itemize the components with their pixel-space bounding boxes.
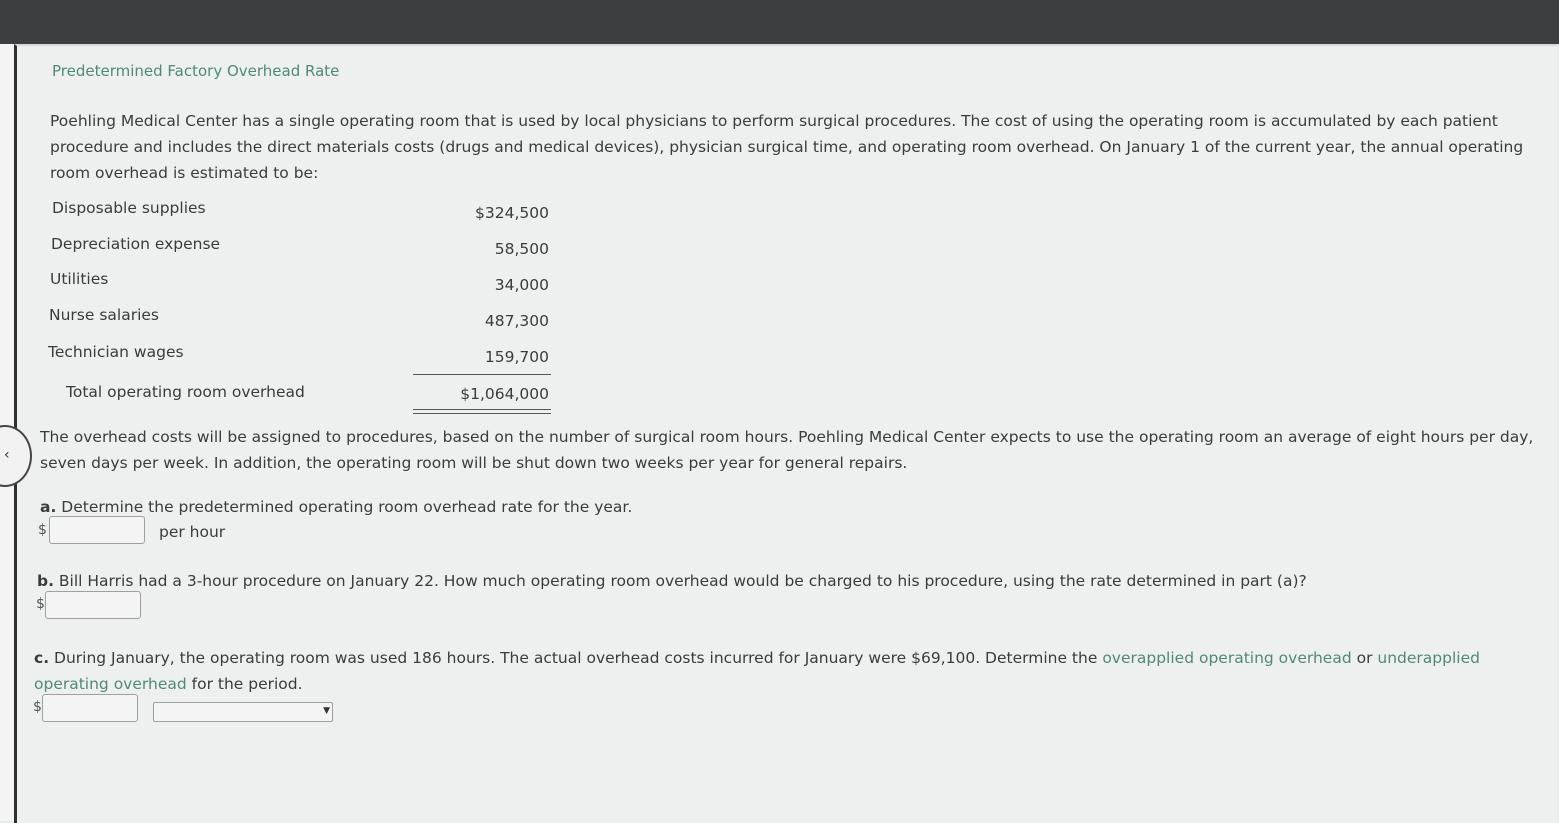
overapplied-link[interactable]: overapplied operating overhead bbox=[1102, 649, 1352, 667]
question-a-text: Determine the predetermined operating room overhead rate for the year. bbox=[61, 498, 633, 516]
item-label: Depreciation expense bbox=[51, 235, 221, 253]
subtotal-rule bbox=[413, 374, 551, 375]
assignment-paragraph: The overhead costs will be assigned to procedures, based on the number of surgical room hours. Poehling Medical Center expects to use the operating room an average of eight hours per day, seven days per week. In addition, the operating room will be shut down two weeks per year for general repairs. bbox=[40, 428, 1534, 472]
item-value: 58,500 bbox=[494, 240, 549, 258]
question-c-letter: c. bbox=[34, 649, 50, 667]
underapplied-link[interactable]: underapplied operating overhead bbox=[34, 649, 1480, 693]
rate-unit-label: per hour bbox=[159, 523, 226, 541]
question-c-text-2: for the period. bbox=[191, 675, 303, 693]
problem-title: Predetermined Factory Overhead Rate bbox=[52, 62, 340, 80]
currency-symbol: $ bbox=[38, 522, 47, 538]
question-c bbox=[34, 645, 1494, 697]
currency-symbol: $ bbox=[33, 699, 42, 715]
currency-symbol: $ bbox=[36, 596, 45, 612]
item-label: Utilities bbox=[50, 270, 109, 288]
question-c-text-1: During January, the operating room was used 186 hours. The actual overhead costs incurred for January were $69,100. Determine the bbox=[54, 649, 1098, 667]
question-b-text: Bill Harris had a 3-hour procedure on January 22. How much operating room overhead would be charged to his procedure, using the rate determined in part (a)? bbox=[58, 572, 1307, 590]
item-label: Disposable supplies bbox=[52, 199, 206, 217]
item-value: $324,500 bbox=[475, 204, 549, 222]
variance-answer-input[interactable] bbox=[42, 694, 138, 722]
question-b-letter: b. bbox=[37, 572, 54, 590]
intro-paragraph: Poehling Medical Center has a single operating room that is used by local physicians to perform surgical procedures. The cost of using the operating room is accumulated by each patient procedure and includes the direct materials costs (drugs and medical devices), physician surgical time, and operating room overhead. On January 1 of the current year, the annual operating room overhead is estimated to be: bbox=[50, 112, 1524, 182]
item-label: Technician wages bbox=[48, 343, 184, 361]
total-double-rule bbox=[413, 409, 551, 414]
charge-answer-input[interactable] bbox=[45, 591, 141, 619]
browser-top-bar bbox=[0, 0, 1559, 44]
caret-down-icon: ▼ bbox=[323, 706, 330, 716]
chevron-left-icon: ‹ bbox=[4, 447, 10, 463]
item-value: 34,000 bbox=[494, 276, 549, 294]
question-a-letter: a. bbox=[40, 498, 57, 516]
over-under-select[interactable] bbox=[153, 702, 333, 722]
total-value: $1,064,000 bbox=[460, 385, 549, 403]
question-c-or: or bbox=[1356, 649, 1373, 667]
rate-answer-input[interactable] bbox=[49, 516, 145, 544]
total-label: Total operating room overhead bbox=[66, 383, 305, 401]
item-value: 159,700 bbox=[484, 348, 549, 366]
item-label: Nurse salaries bbox=[49, 306, 159, 324]
question-b bbox=[37, 568, 1537, 594]
item-value: 487,300 bbox=[484, 312, 549, 330]
